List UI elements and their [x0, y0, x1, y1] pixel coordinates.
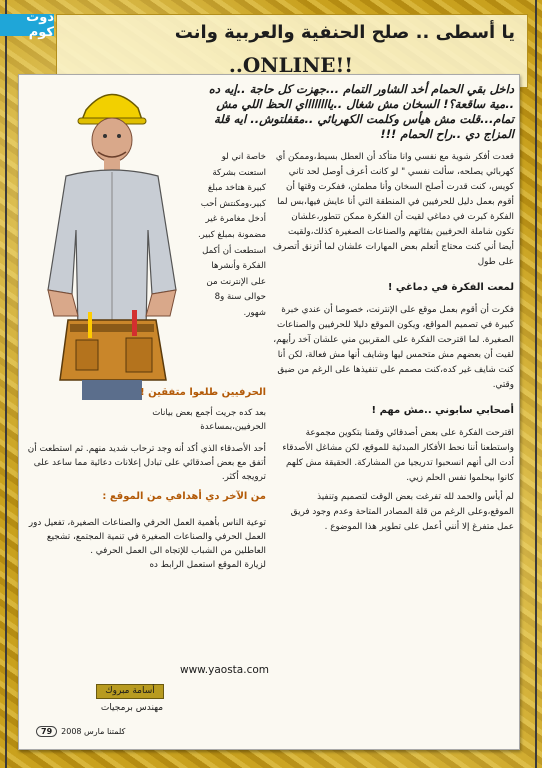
- paragraph: فكرت أن أقوم بعمل موقع على الإنترنت، خصوصا أن عندي خبرة كبيرة في تصميم المواقع، ويكون الموقع دليلا للحرفيين والصناعات الصغيرة. لما اقترحت الفكرة على المقربين مني علشان آخد رأيهم، لقيت أن بعضهم مش متحمس ليها وشايف أنها مش فعالة، لكن أنا كنت شايف غير كده،كنت مصمم على تنفيذها على الرغم من ضيق وقتي.: [273, 305, 514, 390]
- paragraph: لزيارة الموقع استعمل الرابط ده: [149, 560, 266, 570]
- article-column-left-top: خاصة اني لو استعنت بشركة كبيرة هتاخد مبلغ كبير،ومكنتش أحب أدخل مغامرة غير مضمونة بمبلغ كبير. استطعت أن أكمل الفكرة وأنشرها على الإنترنت من حوالى سنة و8 شهور.: [197, 152, 266, 318]
- author-name: أسامة مبروك: [96, 684, 164, 699]
- section-heading: أصحابي سابوني ..مش مهم !: [371, 405, 514, 416]
- article-column-left: [126, 386, 266, 440]
- paragraph: لم أيأس والحمد لله تفرغت بعض الوقت لتصميم وتنفيذ الموقع،وعلى الرغم من قلة المصادر المتاحة وعدم وجود فريق عمل متفرغ إلا أنني أعمل على تطوير هذا الموضوع .: [290, 492, 514, 532]
- article-title-second-line-wrap: [56, 46, 528, 76]
- magazine-issue: كلمتنا مارس 2008: [61, 727, 126, 736]
- paragraph: اقترحت الفكرة على بعض أصدقائي وقمنا بتكوين مجموعة واستطعنا أننا نحط الأفكار المبدئية للموقع، لكن مشاغل الأصدقاء أدت الى أنهم انسحبوا تدريجيا من المشاركة. الحقيقة مش كلهم كانوا بيحلموا نفس الحلم زيي.: [282, 428, 514, 483]
- worker-illustration: [26, 80, 196, 400]
- paragraph: توعية الناس بأهمية العمل الحرفي والصناعات الصغيرة، تفعيل دور العمل الحرفي والصناعات الصغيرة في تنمية المجتمع، تشجيع العاطلين من الشباب للإتجاه الى العمل الحرفي .: [28, 518, 266, 556]
- section-heading: من الآخر دي أهدافي من الموقع :: [102, 491, 266, 502]
- article-column-right: [272, 150, 514, 539]
- website-url: www.yaosta.com: [180, 664, 269, 676]
- article-title: يا أسطى .. صلح الحنفية والعربية وانت: [174, 22, 515, 43]
- author-title: مهندس برمجيات: [100, 703, 164, 713]
- article-title-online: !!ONLINE..: [228, 53, 354, 77]
- article-intro: داخل بقي الحمام أخد الشاور التمام ...جهزت كل حاجة ..إيه ده ..مية ساقعة؟! السخان مش شغال ..يااااااااي الحظ اللي مش تمام...قلت مش هيأس وكلمت الكهربائي ..مقفلتوش.. ايه قلة المزاج دي ..راح الحمام !!!: [208, 82, 514, 141]
- paragraph: بعد كده جريت أجمع بعض بيانات الحرفيين،بمساعدة: [152, 408, 266, 432]
- paragraph: أحد الأصدقاء الذي أكد أنه وجد ترحاب شديد منهم. ثم استطعت أن أتفق مع بعض أصدقائي على تبادل إعلانات دعائية مما ساعد على ترويجه أكثر.: [27, 444, 266, 482]
- section-heading: الحرفيين طلعوا متفقين !: [140, 387, 266, 398]
- section-brand-tag: دوت كوم: [0, 14, 54, 36]
- page-footer: [36, 726, 125, 737]
- page-number: 79: [36, 726, 57, 737]
- paragraph: قعدت أفكر شوية مع نفسي وانا متأكد أن العطل بسيط،وممكن أي كهربائي يصلحه، سألت نفسي " لو كانت أعرف أوصل لحد تاني كويس، كنت قدرت أصلح السخان وأنا مطمئن، ففكرت وقتها أن أقوم بعمل دليل للحرفيين في المنطقة التي أنا عايش فيها،بس لما الفكرة كبرت في دماغي لقيت أن الفكرة ممكن تتطور،علشان تكون شاملة الحرفيين بفئاتهم والصناعات الصغيرة كذلك،ولقيت أيضا أني كنت محتاج أتعلم بعض المهارات علشان لما أتزنق أتصرف على طول: [272, 152, 514, 267]
- section-heading: لمعت الفكرة في دماغي !: [387, 282, 514, 293]
- article-column-left-bottom: [24, 442, 266, 572]
